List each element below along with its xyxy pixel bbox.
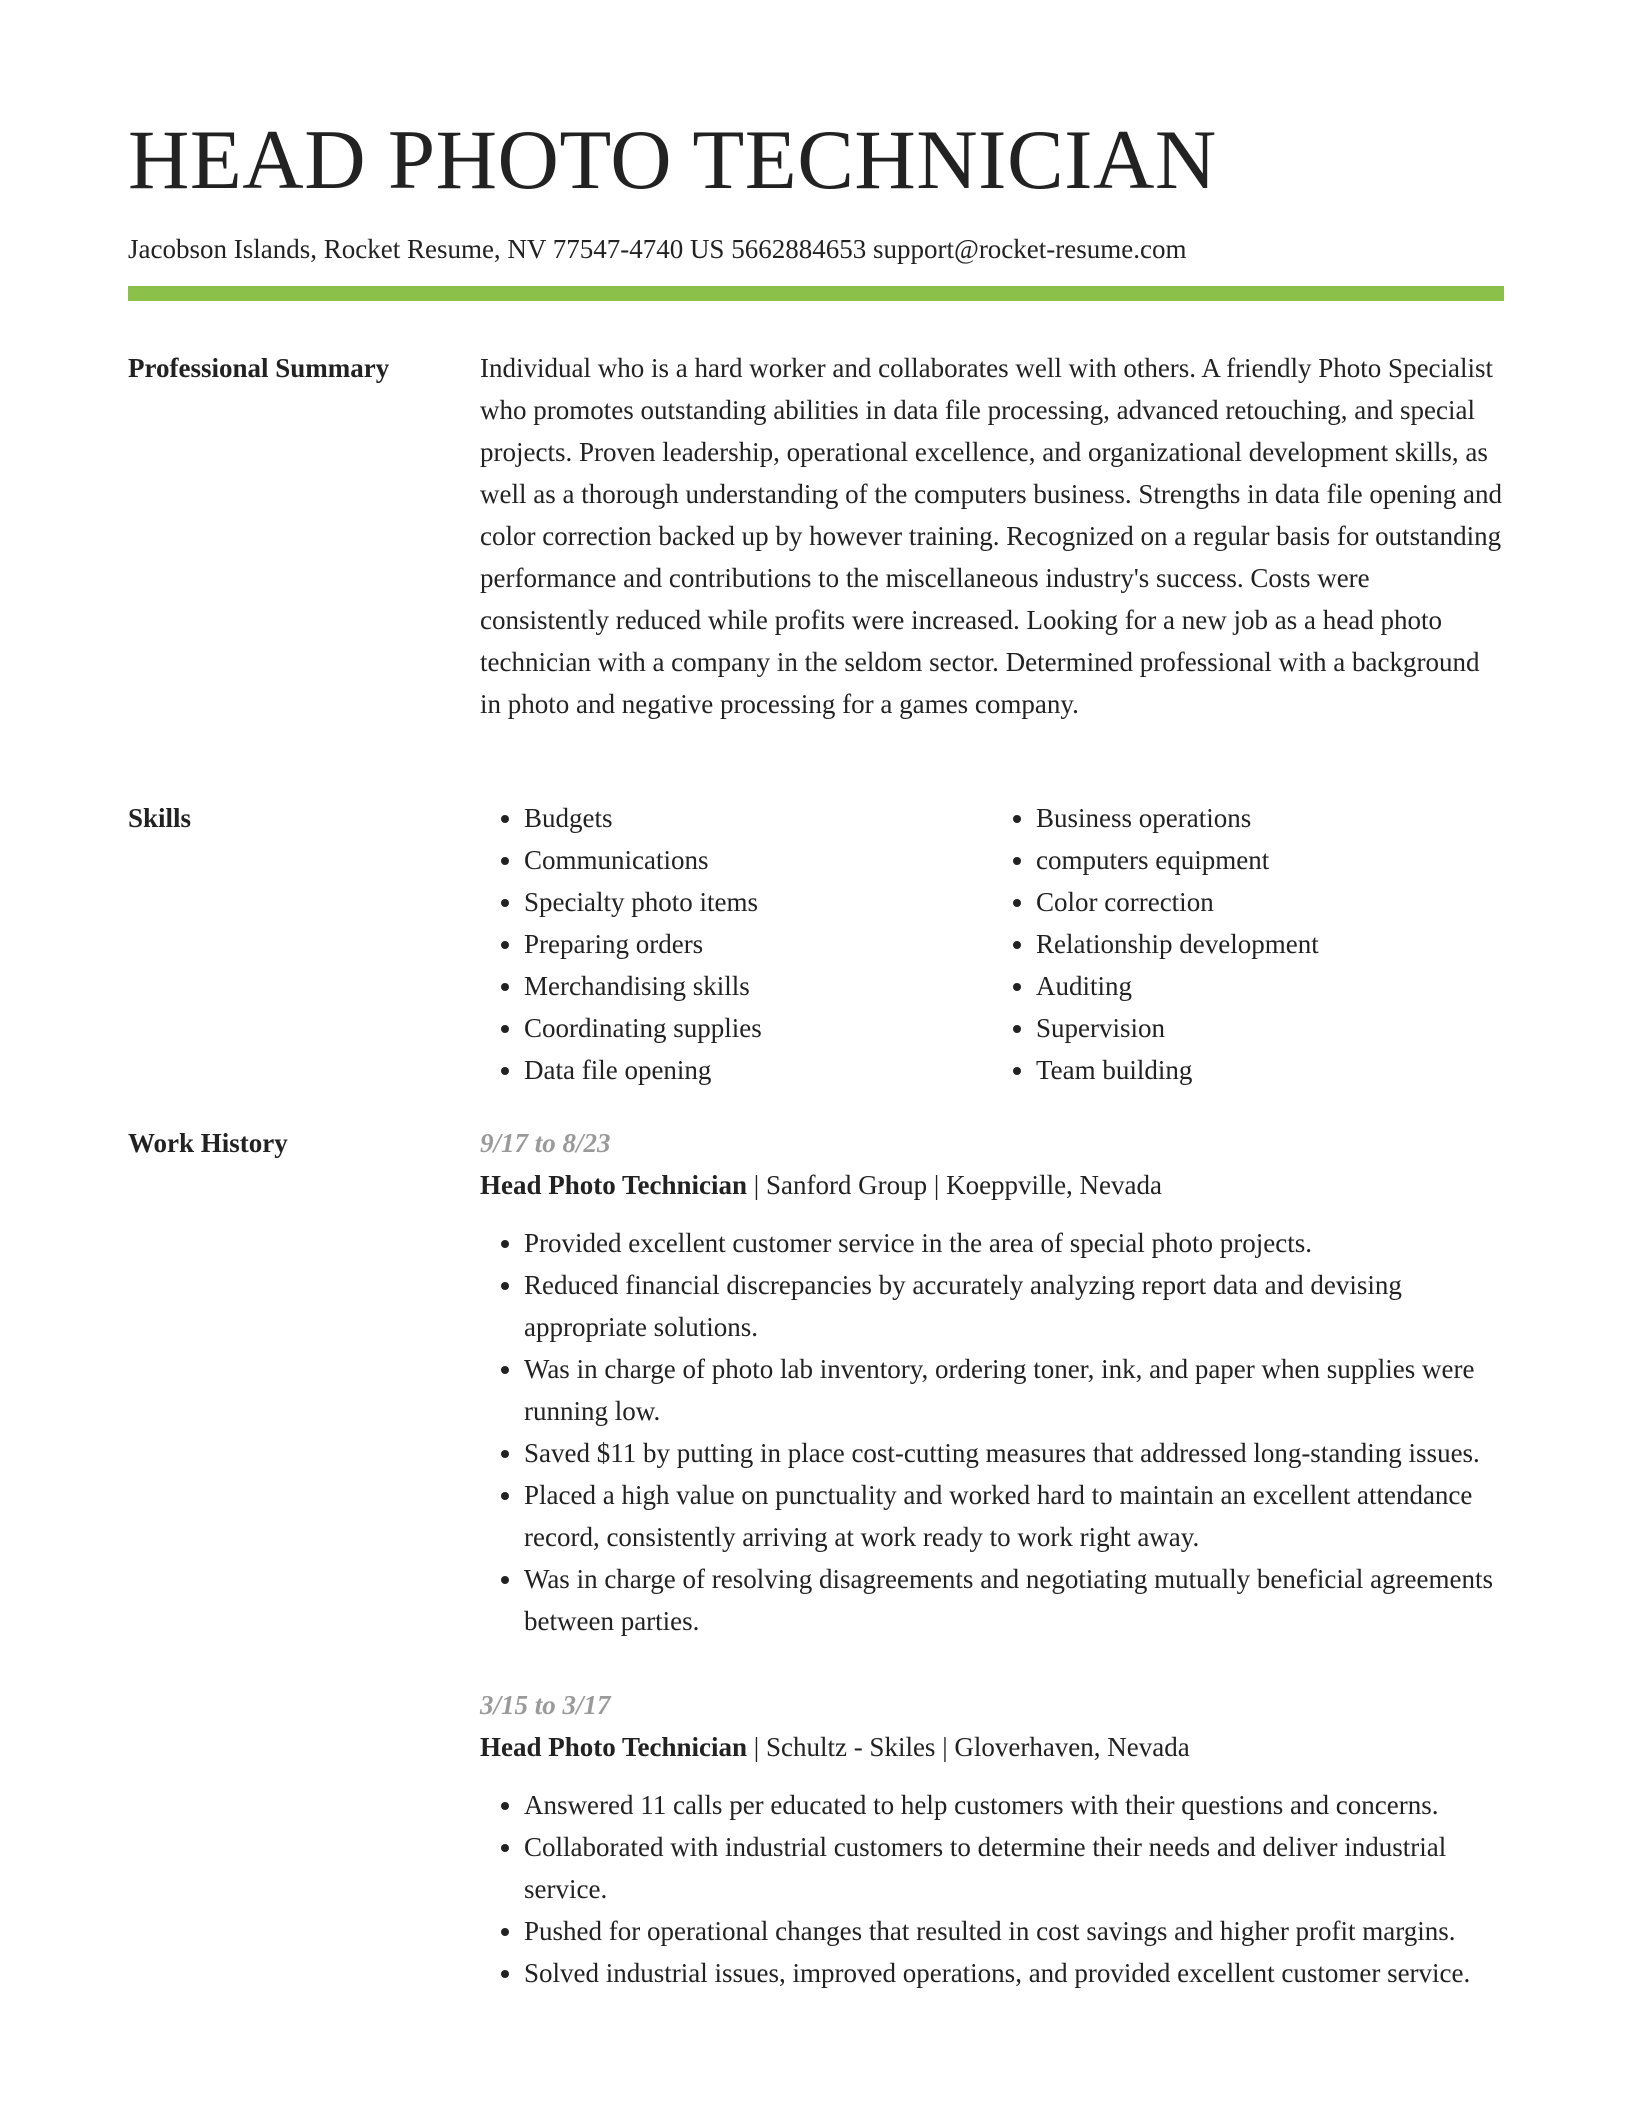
job-heading [480, 1164, 1504, 1206]
job-bullets [480, 1222, 1504, 1642]
job-dates: 9/17 to 8/23 [480, 1128, 611, 1158]
job-heading [480, 1726, 1504, 1768]
job-details: | Schultz - Skiles | Gloverhaven, Nevada [747, 1732, 1190, 1762]
job-entry [480, 1122, 1504, 1642]
skill-item: • Color correction [1036, 881, 1504, 923]
job-dates: 3/15 to 3/17 [480, 1690, 611, 1720]
skills-list-left [480, 797, 992, 1091]
skill-item: • Data file opening [524, 1049, 992, 1091]
summary-text: Individual who is a hard worker and collaborates well with others. A friendly Photo Specialist who promotes outstanding abilities in data file processing, advanced retouching, and special projects. Proven leadership, operational excellence, and organizational development skills, as well as a thorough understanding of the computers business. Strengths in data file opening and color correction backed up by however training. Recognized on a regular basis for outstanding performance and contributions to the miscellaneous industry's success. Costs were consistently reduced while profits were increased. Looking for a new job as a head photo technician with a company in the seldom sector. Determined professional with a background in photo and negative processing for a games company. [480, 353, 1503, 719]
job-bullet: • Was in charge of resolving disagreements and negotiating mutually beneficial agreements between parties. [524, 1558, 1504, 1642]
skill-item: • Merchandising skills [524, 965, 992, 1007]
resume-title: HEAD PHOTO TECHNICIAN [128, 113, 1217, 207]
skill-item: • Supervision [1036, 1007, 1504, 1049]
job-bullet: • Provided excellent customer service in the area of special photo projects. [524, 1222, 1504, 1264]
job-details: | Sanford Group | Koeppville, Nevada [747, 1170, 1163, 1200]
job-bullet: • Was in charge of photo lab inventory, ordering toner, ink, and paper when supplies were running low. [524, 1348, 1504, 1432]
job-bullet: • Answered 11 calls per educated to help customers with their questions and concerns. [524, 1784, 1504, 1826]
skills-list-right [992, 797, 1504, 1091]
skill-item: • Auditing [1036, 965, 1504, 1007]
skill-item: • Business operations [1036, 797, 1504, 839]
job-bullet: • Pushed for operational changes that resulted in cost savings and higher profit margins. [524, 1910, 1504, 1952]
job-entry [480, 1684, 1504, 1994]
skills-heading: Skills [128, 803, 192, 833]
job-title: Head Photo Technician [480, 1170, 748, 1200]
job-title: Head Photo Technician [480, 1732, 748, 1762]
contact-line: Jacobson Islands, Rocket Resume, NV 77547-4740 US 5662884653 support@rocket-resume.com [128, 234, 1187, 264]
work-history-body [480, 1122, 1504, 2036]
skills-body [480, 797, 1504, 1091]
work-history-heading: Work History [128, 1128, 288, 1158]
job-bullet: • Reduced financial discrepancies by accurately analyzing report data and devising appropriate solutions. [524, 1264, 1504, 1348]
job-bullets [480, 1784, 1504, 1994]
skill-item: • computers equipment [1036, 839, 1504, 881]
summary-body [480, 347, 1504, 725]
accent-divider [128, 286, 1504, 301]
skill-item: • Coordinating supplies [524, 1007, 992, 1049]
summary-heading: Professional Summary [128, 353, 390, 383]
skill-item: • Specialty photo items [524, 881, 992, 923]
skill-item: • Budgets [524, 797, 992, 839]
skill-item: • Relationship development [1036, 923, 1504, 965]
skill-item: • Communications [524, 839, 992, 881]
skill-item: • Team building [1036, 1049, 1504, 1091]
job-bullet: • Saved $11 by putting in place cost-cutting measures that addressed long-standing issues. [524, 1432, 1504, 1474]
job-bullet: • Collaborated with industrial customers to determine their needs and deliver industrial service. [524, 1826, 1504, 1910]
job-bullet: • Placed a high value on punctuality and worked hard to maintain an excellent attendance record, consistently arriving at work ready to work right away. [524, 1474, 1504, 1558]
skill-item: • Preparing orders [524, 923, 992, 965]
job-bullet: • Solved industrial issues, improved operations, and provided excellent customer service. [524, 1952, 1504, 1994]
